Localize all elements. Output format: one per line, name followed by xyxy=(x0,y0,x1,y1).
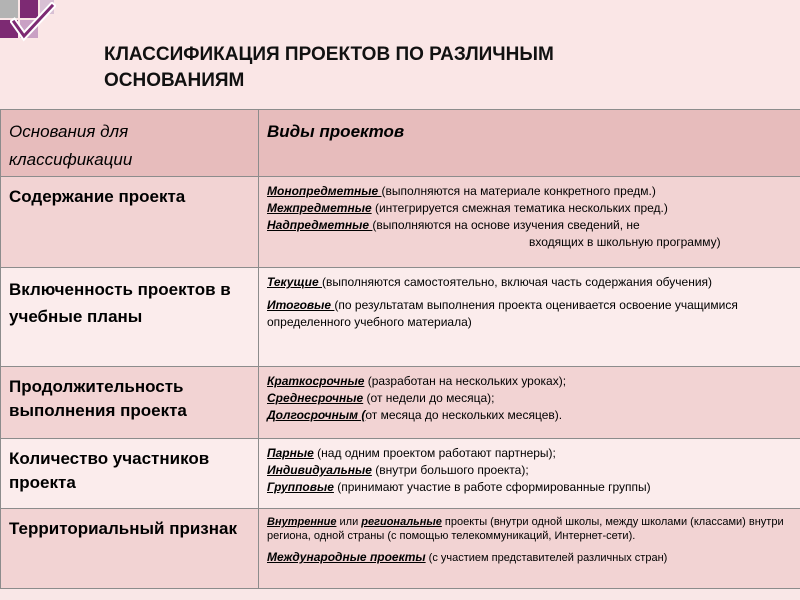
project-desc: (от недели до месяца); xyxy=(363,391,495,405)
row-types xyxy=(259,367,800,424)
project-term: Текущие xyxy=(267,275,323,289)
list-item xyxy=(267,445,792,462)
checkmark-icon xyxy=(10,2,56,44)
row-basis: Содержание проекта xyxy=(9,187,186,206)
project-term: Парные xyxy=(267,446,314,460)
list-item xyxy=(267,297,792,331)
table-row xyxy=(1,439,800,509)
row-types xyxy=(259,509,800,566)
list-item xyxy=(267,549,792,566)
project-desc: от месяца до нескольких месяцев). xyxy=(365,408,563,422)
project-desc: (выполняются на основе изучения сведений, не xyxy=(372,218,640,232)
page-title xyxy=(104,42,724,94)
list-item xyxy=(267,479,792,496)
project-desc: (внутри большого проекта); xyxy=(371,463,529,477)
header-basis: Основания для классификации xyxy=(9,122,133,169)
project-term: Внутренние xyxy=(267,516,337,528)
row-types xyxy=(259,268,800,331)
list-item xyxy=(267,462,792,479)
project-desc: (с участием представителей различных стран) xyxy=(425,552,668,564)
table-header-row xyxy=(1,110,800,177)
project-term: Краткосрочные xyxy=(267,374,365,388)
project-desc: проекты (внутри одной школы, между школами (классами) внутри региона, одной страны (с помощью телекоммуникаций, Интернет-сети). xyxy=(267,516,784,542)
table-row xyxy=(1,367,800,439)
list-item xyxy=(267,390,792,407)
project-term: Индивидуальные xyxy=(267,463,372,477)
list-item xyxy=(267,234,792,251)
project-term: Среднесрочные xyxy=(267,391,364,405)
table-row xyxy=(1,268,800,367)
table-row xyxy=(1,509,800,589)
title-line-1: КЛАССИФИКАЦИЯ ПРОЕКТОВ ПО РАЗЛИЧНЫМ xyxy=(104,44,554,65)
title-line-2: ОСНОВАНИЯМ xyxy=(104,70,245,91)
list-item xyxy=(267,373,792,390)
table-row xyxy=(1,177,800,268)
project-desc: (по результатам выполнения проекта оценивается освоение учащимися определенного учебного материала) xyxy=(267,298,738,329)
classification-table xyxy=(0,109,800,589)
project-desc: (над одним проектом работают партнеры); xyxy=(313,446,556,460)
row-basis: Количество участников проекта xyxy=(9,449,210,492)
row-basis: Продолжительность выполнения проекта xyxy=(9,377,187,420)
project-term: Долгосрочным ( xyxy=(267,408,366,422)
project-term: Надпредметные xyxy=(267,218,373,232)
list-item xyxy=(267,200,792,217)
row-types xyxy=(259,439,800,496)
project-term: Международные проекты xyxy=(267,550,426,564)
list-item xyxy=(267,217,792,234)
project-desc: (разработан на нескольких уроках); xyxy=(364,374,567,388)
project-term: Межпредметные xyxy=(267,201,372,215)
row-basis: Включенность проектов в учебные планы xyxy=(9,280,231,326)
project-desc: (принимают участие в работе сформированные группы) xyxy=(333,480,651,494)
list-item xyxy=(267,183,792,200)
project-connector: или xyxy=(336,516,362,528)
project-term: региональные xyxy=(361,516,442,528)
row-basis: Территориальный признак xyxy=(9,519,237,538)
project-term: Итоговые xyxy=(267,298,335,312)
row-types xyxy=(259,177,800,251)
list-item xyxy=(267,515,792,543)
project-term: Монопредметные xyxy=(267,184,382,198)
header-types: Виды проектов xyxy=(267,122,405,141)
project-desc: входящих в школьную программу) xyxy=(529,235,721,249)
project-desc: (выполняются на материале конкретного предм.) xyxy=(381,184,656,198)
project-desc: (интегрируется смежная тематика нескольких пред.) xyxy=(371,201,668,215)
project-desc: (выполняются самостоятельно, включая часть содержания обучения) xyxy=(322,275,713,289)
list-item xyxy=(267,407,792,424)
list-item xyxy=(267,274,792,291)
project-term: Групповые xyxy=(267,480,334,494)
